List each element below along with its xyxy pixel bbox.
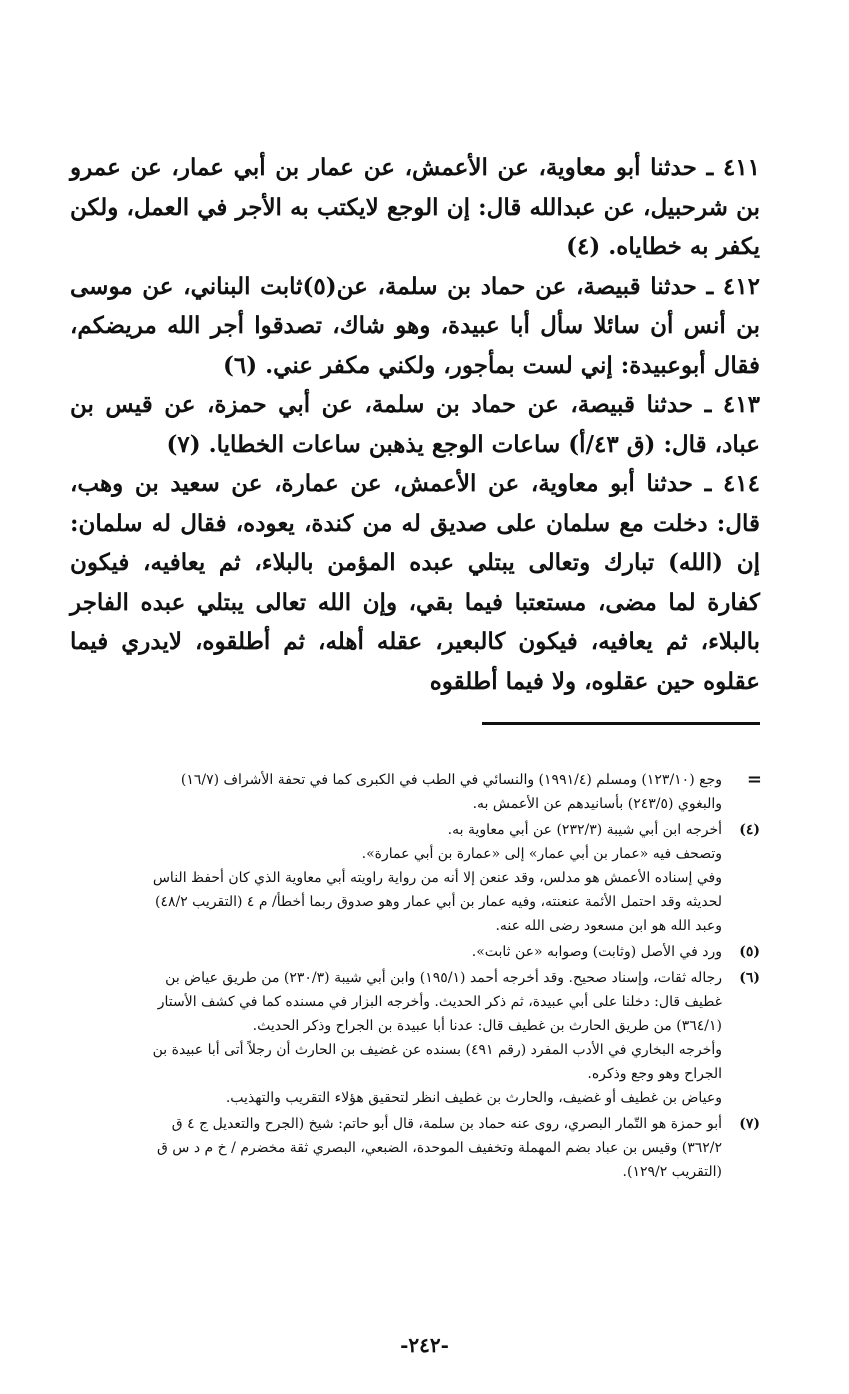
footnote-line: وفي إسناده الأعمش هو مدلس، وقد عنعن إلا أنه من رواية راويته أبي معاوية الذي كان أحفظ الناس <box>152 870 722 886</box>
hadith-number: ٤١٣ <box>722 391 760 418</box>
footnote-body <box>85 966 722 1110</box>
footnote-line: والبغوي (٢٤٣/٥) بأسانيدهم عن الأعمش به. <box>472 796 722 812</box>
footnote-line: وعياض بن غطيف أو غضيف، والحارث بن غطيف انظر لتحقيق هؤلاء التقريب والتهذيب. <box>225 1090 722 1106</box>
hadith-411 <box>70 148 760 267</box>
hadith-text: ـ حدثنا قبيصة، عن حماد بن سلمة، عن(٥)ثابت البناني، عن موسى بن أنس أن سائلا سأل أبا عبيدة، وهو شاك، تصدقوا أجر الله مريضكم، فقال أبوعبيدة: إني لست بمأجور، ولكني مكفر عني. (٦) <box>70 272 760 379</box>
hadith-text: ـ حدثنا أبو معاوية، عن الأعمش، عن عمارة، عن سعيد بن وهب، قال: دخلت مع سلمان على صديق له من كندة، يعوده، فقال له سلمان: إن (الله) تبارك وتعالى يبتلي عبده المؤمن بالبلاء، ثم يعافيه، فيكون كفارة لما مضى، مستعتبا فيما بقي، وإن الله تعالى يبتلي عبده الفاجر بالبلاء، ثم يعافيه، فيكون كالبعير، عقله أهله، ثم أطلقوه، لايدري فيما عقلوه حين عقلوه، ولا فيما أطلقوه <box>70 470 760 695</box>
footnote-line: الجراح وهو وجع وذكره. <box>587 1066 722 1082</box>
hadith-number: ٤١٤ <box>722 470 760 497</box>
footnote-line: وعبد الله هو ابن مسعود رضى الله عنه. <box>495 918 722 934</box>
footnote-body <box>85 818 722 938</box>
footnote-marker: (٦) <box>739 970 760 986</box>
footnote-line: غطيف قال: دخلنا على أبي عبيدة، ثم ذكر الحديث. وأخرجه البزار في مسنده كما في كشف الأستار <box>157 994 722 1010</box>
footnote-line: أبو حمزة هو التّمار البصري، روى عنه حماد بن سلمة، قال أبو حاتم: شيخ (الجرح والتعديل ج ٤ ق <box>171 1116 722 1132</box>
page-number: -٢٤٢- <box>400 1333 449 1357</box>
footnote-line: ورد في الأصل (وثابت) وصوابه «عن ثابت». <box>471 944 722 960</box>
hadith-413 <box>70 385 760 464</box>
footnote-4 <box>85 818 760 938</box>
footnote-line: وأخرجه البخاري في الأدب المفرد (رقم ٤٩١) بسنده عن غضيف بن الحارث أن رجلاً أتى أبا عبيدة بن <box>152 1042 722 1058</box>
footnote-marker: (٧) <box>739 1116 760 1132</box>
footnote-body <box>85 768 722 816</box>
footnote-line: رجاله ثقات، وإسناد صحيح. وقد أخرجه أحمد (١٩٥/١) وابن أبي شيبة (٢٣٠/٣) من طريق عياض بن <box>165 970 722 986</box>
footnote-7 <box>85 1112 760 1184</box>
footnote-line: ٣٦٢/٢) وقيس بن عباد بضم المهملة وتخفيف الموحدة، الضبعي، البصري ثقة مخضرم / خ م د س ق <box>156 1140 722 1156</box>
hadith-412 <box>70 267 760 386</box>
footnote-marker: (٥) <box>739 944 760 960</box>
footnote-line: (٣٦٤/١) من طريق الحارث بن غطيف قال: عدنا أبا عبيدة بن الجراح وذكر الحديث. <box>252 1018 722 1034</box>
footnote-continued <box>85 768 760 816</box>
hadith-text: ـ حدثنا أبو معاوية، عن الأعمش، عن عمار بن أبي عمار، عن عمرو بن شرحبيل، عن عبدالله قال: إن الوجع لايكتب به الأجر في العمل، ولكن يكفر به خطاياه. (٤) <box>70 154 760 260</box>
footnote-line: وتصحف فيه «عمار بن أبي عمار» إلى «عمارة بن أبي عمارة». <box>361 846 722 862</box>
main-text <box>70 148 760 701</box>
footnote-separator <box>482 722 760 725</box>
footnote-line: أخرجه ابن أبي شيبة (٢٣٢/٣) عن أبي معاوية به. <box>447 822 722 838</box>
footnote-line: وجع (١٢٣/١٠) ومسلم (١٩٩١/٤) والنسائي في الطب في الكبرى كما في تحفة الأشراف (١٦/٧) <box>180 772 722 788</box>
footnote-body <box>85 940 722 964</box>
hadith-414 <box>70 464 760 701</box>
footnote-6 <box>85 966 760 1110</box>
footnote-marker: = <box>746 769 760 790</box>
footnote-5 <box>85 940 760 964</box>
hadith-number: ٤١٢ <box>722 272 760 300</box>
footnote-body <box>85 1112 722 1184</box>
footnote-marker: (٤) <box>739 822 760 838</box>
hadith-number: ٤١١ <box>722 154 760 181</box>
footnote-line: (التقريب ١٢٩/٢). <box>622 1164 722 1180</box>
hadith-text: ـ حدثنا قبيصة، عن حماد بن سلمة، عن أبي حمزة، عن قيس بن عباد، قال: (ق ٤٣/أ) ساعات الوجع يذهبن ساعات الخطايا. (٧) <box>70 391 760 458</box>
footnote-line: لحديثه وقد احتمل الأئمة عنعنته، وفيه عمار بن أبي عمار وهو صدوق ربما أخطأ/ م ٤ (التقريب ٤٨/٢) <box>154 894 722 910</box>
footnotes <box>85 768 760 1186</box>
